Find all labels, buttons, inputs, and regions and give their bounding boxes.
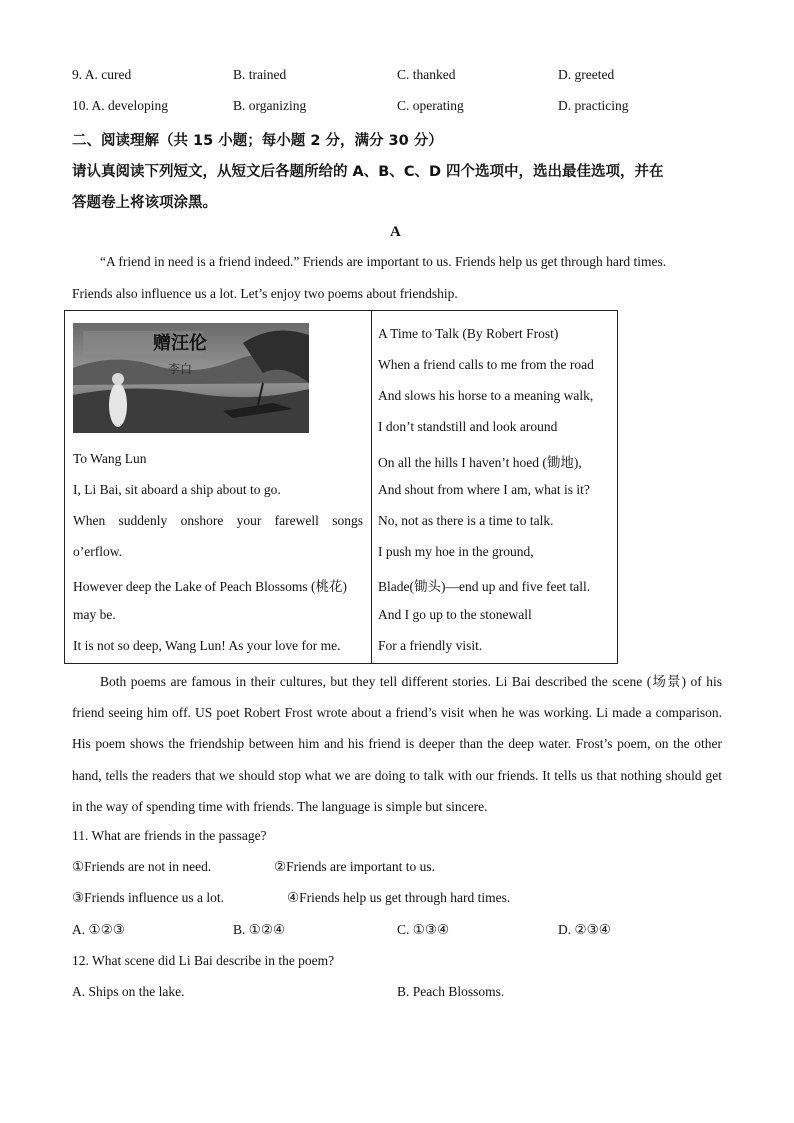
- q11-stem: 11. What are friends in the passage?: [72, 828, 267, 843]
- poem-right-line: I don’t standstill and look around: [378, 419, 558, 434]
- word: your: [236, 513, 262, 528]
- word: farewell: [274, 513, 319, 528]
- poem-right-cell: [372, 311, 618, 664]
- q12-stem: 12. What scene did Li Bai describe in the poem?: [72, 953, 335, 968]
- q9-option-a: 9. A. cured: [72, 67, 132, 82]
- q11-statement-4: ④Friends help us get through hard times.: [287, 890, 511, 905]
- section-instruction-line1: 请认真阅读下列短文，从短文后各题所给的 A、B、C、D 四个选项中，选出最佳选项，并在: [72, 164, 664, 180]
- passage-body-paragraph: Both poems are famous in their cultures, but they tell different stories. Li Bai described the scene (场景) of his friend seeing him off. US poet Robert Frost wrote about a friend’s visit when he was working. Li made a comparison. His poem shows the friendship between him and his friend is deeper than the deep water. Frost’s poem, on the other hand, tells the readers that we should stop what we are doing to talk with our friends. It tells us that nothing should get in the way of spending time with friends. The language is simple but sincere.: [72, 674, 722, 814]
- poem-left-line: However deep the Lake of Peach Blossoms (桃花): [73, 579, 348, 594]
- poem-right-line: No, not as there is a time to talk.: [378, 513, 554, 528]
- q9-option-b: B. trained: [233, 67, 287, 82]
- q11-option-a: A. ①②③: [72, 922, 125, 937]
- poem-right-line: On all the hills I haven’t hoed (锄地),: [378, 455, 582, 470]
- poem-right-line: When a friend calls to me from the road: [378, 357, 594, 372]
- poem-left-line-justified: [73, 513, 363, 529]
- q11-statement-3: ③Friends influence us a lot.: [72, 890, 224, 905]
- illustration-author: 李白: [168, 362, 193, 376]
- q12-option-b: B. Peach Blossoms.: [397, 984, 505, 999]
- word: onshore: [180, 513, 224, 528]
- q11-option-d: D. ②③④: [558, 922, 611, 937]
- poem-left-cell: [65, 311, 372, 664]
- section-instruction-line2: 答题卷上将该项涂黑。: [72, 195, 217, 211]
- q11-option-b: B. ①②④: [233, 922, 286, 937]
- poem-left-line: It is not so deep, Wang Lun! As your love for me.: [73, 638, 341, 653]
- passage-letter: A: [390, 224, 401, 240]
- q11-statement-2: ②Friends are important to us.: [274, 859, 435, 874]
- q10-option-d: D. practicing: [558, 98, 629, 113]
- poem-left-title: To Wang Lun: [73, 451, 147, 466]
- poem-right-line: And slows his horse to a meaning walk,: [378, 388, 594, 403]
- passage-intro-line2: Friends also influence us a lot. Let’s enjoy two poems about friendship.: [72, 286, 458, 301]
- q9-option-c: C. thanked: [397, 67, 456, 82]
- word: songs: [332, 513, 363, 528]
- poem-right-title: A Time to Talk (By Robert Frost): [378, 326, 559, 341]
- illustration-title: 赠汪伦: [153, 333, 207, 354]
- poem-right-line: For a friendly visit.: [378, 638, 483, 653]
- q11-option-c: C. ①③④: [397, 922, 450, 937]
- q10-option-a: 10. A. developing: [72, 98, 168, 113]
- q9-option-d: D. greeted: [558, 67, 615, 82]
- poem-right-line: And I go up to the stonewall: [378, 607, 532, 622]
- q10-option-b: B. organizing: [233, 98, 307, 113]
- poems-table: [64, 310, 618, 664]
- poem-right-line: And shout from where I am, what is it?: [378, 482, 590, 497]
- poem-left-line: may be.: [73, 607, 116, 622]
- poem-left-line: I, Li Bai, sit aboard a ship about to go.: [73, 482, 281, 497]
- q10-option-c: C. operating: [397, 98, 464, 113]
- q12-option-a: A. Ships on the lake.: [72, 984, 185, 999]
- poem-illustration: [73, 323, 309, 433]
- q11-statement-1: ①Friends are not in need.: [72, 859, 212, 874]
- poem-left-line: o’erflow.: [73, 544, 122, 559]
- passage-intro-line1: “A friend in need is a friend indeed.” Friends are important to us. Friends help us get through hard times.: [100, 254, 667, 269]
- word: suddenly: [118, 513, 168, 528]
- section-heading: 二、阅读理解（共 15 小题；每小题 2 分，满分 30 分）: [72, 133, 443, 149]
- poem-right-line: I push my hoe in the ground,: [378, 544, 534, 559]
- word: When: [73, 513, 106, 528]
- poem-right-line: Blade(锄头)—end up and five feet tall.: [378, 579, 591, 594]
